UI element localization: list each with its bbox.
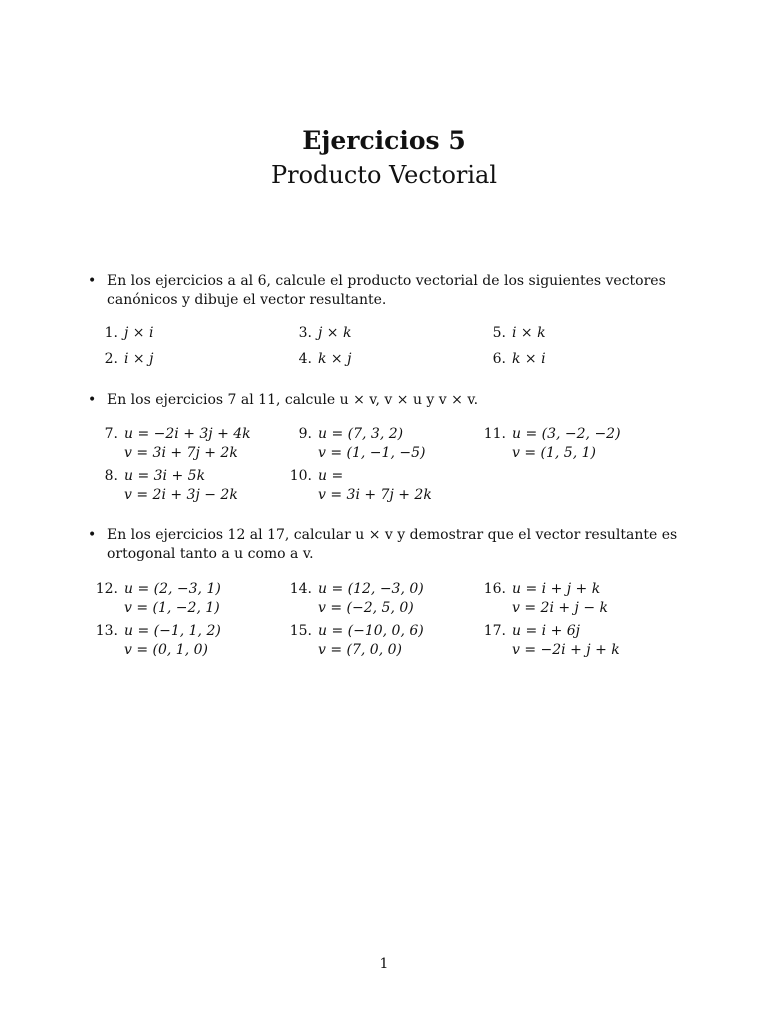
exercise-number: 3. — [298, 325, 312, 341]
section-instruction: En los ejercicios 12 al 17, calcular u × v y demostrar que el vector resultante es ortogonal tanto a u como a v. — [107, 527, 678, 562]
exercise-item — [476, 324, 546, 343]
vector-u: u = (12, −3, 0) — [318, 581, 424, 597]
vector-v: v = (7, 0, 0) — [318, 642, 402, 658]
exercise-item — [282, 425, 425, 463]
vector-v: v = 2i + j − k — [512, 600, 609, 616]
exercise-item — [282, 580, 424, 618]
vector-u: u = i + j + k — [512, 581, 601, 597]
exercise-item — [282, 467, 432, 505]
vector-v: v = 2i + 3j − 2k — [124, 487, 238, 503]
exercise-item — [476, 580, 608, 618]
page-number: 1 — [379, 956, 389, 972]
exercise-number: 11. — [483, 426, 506, 442]
vector-v: v = (1, −2, 1) — [124, 600, 220, 616]
exercise-item — [88, 580, 221, 618]
vector-v: v = (0, 1, 0) — [124, 642, 208, 658]
exercise-item — [282, 622, 424, 660]
section-cross-products — [88, 391, 688, 503]
vector-v: v = 3i + 7j + 2k — [318, 487, 432, 503]
exercise-item — [88, 467, 238, 505]
bullet-marker: • — [88, 527, 97, 543]
exercise-number: 16. — [483, 581, 506, 597]
exercise-expression: k × i — [512, 351, 546, 367]
exercise-number: 7. — [104, 426, 118, 442]
exercise-number: 9. — [298, 426, 312, 442]
vector-v: v = 3i + 7j + 2k — [124, 445, 238, 461]
exercise-expression: i × k — [512, 325, 546, 341]
vector-u: u = (−1, 1, 2) — [124, 623, 221, 639]
section-canonical-products — [88, 272, 688, 367]
exercise-number: 1. — [104, 325, 118, 341]
section-instruction: En los ejercicios 7 al 11, calcule u × v, v × u y v × v. — [107, 392, 479, 408]
exercise-number: 8. — [104, 468, 118, 484]
exercise-number: 6. — [492, 351, 506, 367]
vector-u: u = 3i + 5k — [124, 468, 206, 484]
exercise-item — [88, 425, 251, 463]
vector-v: v = (1, 5, 1) — [512, 445, 596, 461]
vector-v: v = −2i + j + k — [512, 642, 620, 658]
bullet-marker: • — [88, 273, 97, 289]
vector-u: u = (3, −2, −2) — [512, 426, 621, 442]
exercise-number: 15. — [289, 623, 312, 639]
page-subtitle: Producto Vectorial — [270, 161, 498, 189]
section-orthogonality — [88, 526, 688, 658]
exercise-number: 17. — [483, 623, 506, 639]
exercise-item — [88, 622, 221, 660]
vector-u: u = (2, −3, 1) — [124, 581, 221, 597]
vector-v: v = (−2, 5, 0) — [318, 600, 414, 616]
exercise-number: 2. — [104, 351, 118, 367]
vector-u: u = i + 6j — [512, 623, 581, 639]
exercise-item — [282, 324, 351, 343]
exercise-item — [88, 350, 153, 369]
exercise-expression: k × j — [318, 351, 352, 367]
exercise-expression: j × k — [318, 325, 352, 341]
vector-u: u = −2i + 3j + 4k — [124, 426, 251, 442]
vector-u: u = (7, 3, 2) — [318, 426, 404, 442]
page-title: Ejercicios 5 — [302, 126, 466, 155]
exercise-number: 5. — [492, 325, 506, 341]
exercise-item — [88, 324, 153, 343]
exercise-expression: i × j — [124, 351, 154, 367]
vector-u: u = (−10, 0, 6) — [318, 623, 424, 639]
exercise-number: 12. — [95, 581, 118, 597]
exercise-number: 14. — [289, 581, 312, 597]
exercise-number: 13. — [95, 623, 118, 639]
exercise-item — [282, 350, 351, 369]
exercise-expression: j × i — [124, 325, 154, 341]
exercise-item — [476, 425, 621, 463]
exercise-item — [476, 350, 546, 369]
vector-u: u = — [318, 468, 344, 484]
section-instruction: En los ejercicios a al 6, calcule el producto vectorial de los siguientes vectores canónicos y dibuje el vector resultante. — [107, 273, 666, 308]
exercise-item — [476, 622, 620, 660]
exercise-number: 4. — [298, 351, 312, 367]
exercise-number: 10. — [289, 468, 312, 484]
vector-v: v = (1, −1, −5) — [318, 445, 426, 461]
bullet-marker: • — [88, 392, 97, 408]
